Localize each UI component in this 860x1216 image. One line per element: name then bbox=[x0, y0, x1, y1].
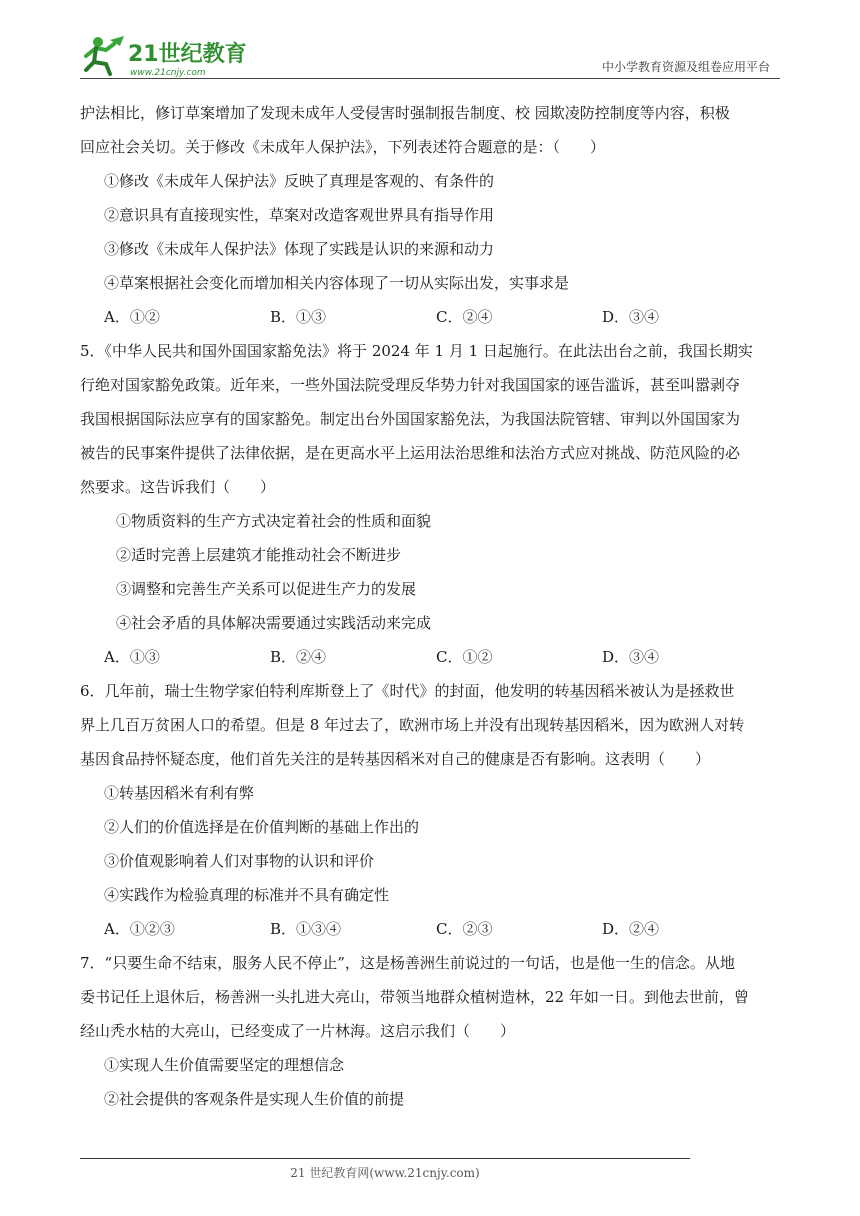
question-stem-line: 5．《中华人民共和国外国国家豁免法》将于 2024 年 1 月 1 日起施行。在此法出台之前，我国长期实 bbox=[80, 342, 753, 360]
question-5 bbox=[80, 334, 780, 674]
question-stem-line: 基因食品持怀疑态度，他们首先关注的是转基因稻米对自己的健康是否有影响。这表明（ ） bbox=[80, 750, 711, 768]
statement-item: ④实践作为检验真理的标准并不具有确定性 bbox=[104, 886, 390, 904]
statement-item: ①转基因稻米有利有弊 bbox=[104, 784, 255, 802]
option-c: C．②④ bbox=[436, 308, 493, 326]
question-stem-line: 6．几年前，瑞士生物学家伯特利库斯登上了《时代》的封面，他发明的转基因稻米被认为是拯救世 bbox=[80, 682, 735, 700]
question-stem-line: 行绝对国家豁免政策。近年来，一些外国法院受理反华势力针对我国国家的诬告滥诉，甚至叫嚣剥夺 bbox=[80, 376, 741, 394]
question-content bbox=[80, 96, 780, 1116]
logo-sub: www.21cnjy.com bbox=[130, 68, 206, 78]
question-stem-line: 然要求。这告诉我们（ ） bbox=[80, 478, 276, 496]
option-a: A．①②③ bbox=[104, 920, 175, 938]
statement-item: ①物质资料的生产方式决定着社会的性质和面貌 bbox=[116, 512, 432, 530]
page-footer: 21 世纪教育网(www.21cnjy.com) bbox=[290, 1166, 480, 1180]
logo bbox=[80, 34, 250, 78]
option-b: B．①③④ bbox=[270, 920, 342, 938]
statement-item: ④社会矛盾的具体解决需要通过实践活动来完成 bbox=[116, 614, 432, 632]
answer-options bbox=[80, 300, 780, 334]
answer-options bbox=[80, 912, 780, 946]
option-c: C．②③ bbox=[436, 920, 493, 938]
logo-text: 21世纪教育 bbox=[128, 42, 247, 67]
question-stem-line: 经山秃水枯的大亮山，已经变成了一片林海。这启示我们（ ） bbox=[80, 1022, 516, 1040]
statement-item: ①修改《未成年人保护法》反映了真理是客观的、有条件的 bbox=[104, 172, 495, 190]
question-stem-line: 7．“只要生命不结束，服务人民不停止”，这是杨善洲生前说过的一句话，也是他一生的信念。从地 bbox=[80, 954, 735, 972]
option-b: B．①③ bbox=[270, 308, 327, 326]
question-stem-line: 我国根据国际法应享有的国家豁免。制定出台外国国家豁免法，为我国法院管辖、审判以外国国家为 bbox=[80, 410, 741, 428]
header-tagline: 中小学教育资源及组卷应用平台 bbox=[601, 60, 770, 74]
statement-item: ②意识具有直接现实性，草案对改造客观世界具有指导作用 bbox=[104, 206, 495, 224]
runner-icon bbox=[86, 36, 124, 74]
statement-item: ②社会提供的客观条件是实现人生价值的前提 bbox=[104, 1090, 405, 1108]
question-stem-line: 护法相比，修订草案增加了发现未成年人受侵害时强制报告制度、校 园欺凌防控制度等内容，积极 bbox=[80, 104, 730, 122]
option-d: D．③④ bbox=[602, 648, 660, 666]
question-4 bbox=[80, 96, 780, 334]
statement-item: ③价值观影响着人们对事物的认识和评价 bbox=[104, 852, 375, 870]
option-d: D．③④ bbox=[602, 308, 660, 326]
answer-options bbox=[80, 640, 780, 674]
statement-item: ②适时完善上层建筑才能推动社会不断进步 bbox=[116, 546, 402, 564]
question-stem-line: 回应社会关切。关于修改《未成年人保护法》，下列表述符合题意的是：（ ） bbox=[80, 138, 606, 156]
statement-item: ③修改《未成年人保护法》体现了实践是认识的来源和动力 bbox=[104, 240, 495, 258]
header-rule bbox=[80, 78, 780, 79]
footer-rule bbox=[80, 1158, 690, 1159]
option-b: B．②④ bbox=[270, 648, 327, 666]
question-stem-line: 界上几百万贫困人口的希望。但是 8 年过去了，欧洲市场上并没有出现转基因稻米，因为欧洲人对转 bbox=[80, 716, 745, 734]
question-stem-line: 委书记任上退休后，杨善洲一头扎进大亮山，带领当地群众植树造林，22 年如一日。到他去世前，曾 bbox=[80, 988, 749, 1006]
option-d: D．②④ bbox=[602, 920, 660, 938]
question-stem-line: 被告的民事案件提供了法律依据，是在更高水平上运用法治思维和法治方式应对挑战、防范风险的必 bbox=[80, 444, 741, 462]
statement-item: ①实现人生价值需要坚定的理想信念 bbox=[104, 1056, 345, 1074]
page-header bbox=[80, 30, 780, 82]
option-c: C．①② bbox=[436, 648, 493, 666]
statement-item: ③调整和完善生产关系可以促进生产力的发展 bbox=[116, 580, 417, 598]
option-a: A．①③ bbox=[104, 648, 160, 666]
question-7 bbox=[80, 946, 780, 1116]
question-6 bbox=[80, 674, 780, 946]
option-a: A．①② bbox=[104, 308, 160, 326]
statement-item: ④草案根据社会变化而增加相关内容体现了一切从实际出发，实事求是 bbox=[104, 274, 570, 292]
statement-item: ②人们的价值选择是在价值判断的基础上作出的 bbox=[104, 818, 420, 836]
